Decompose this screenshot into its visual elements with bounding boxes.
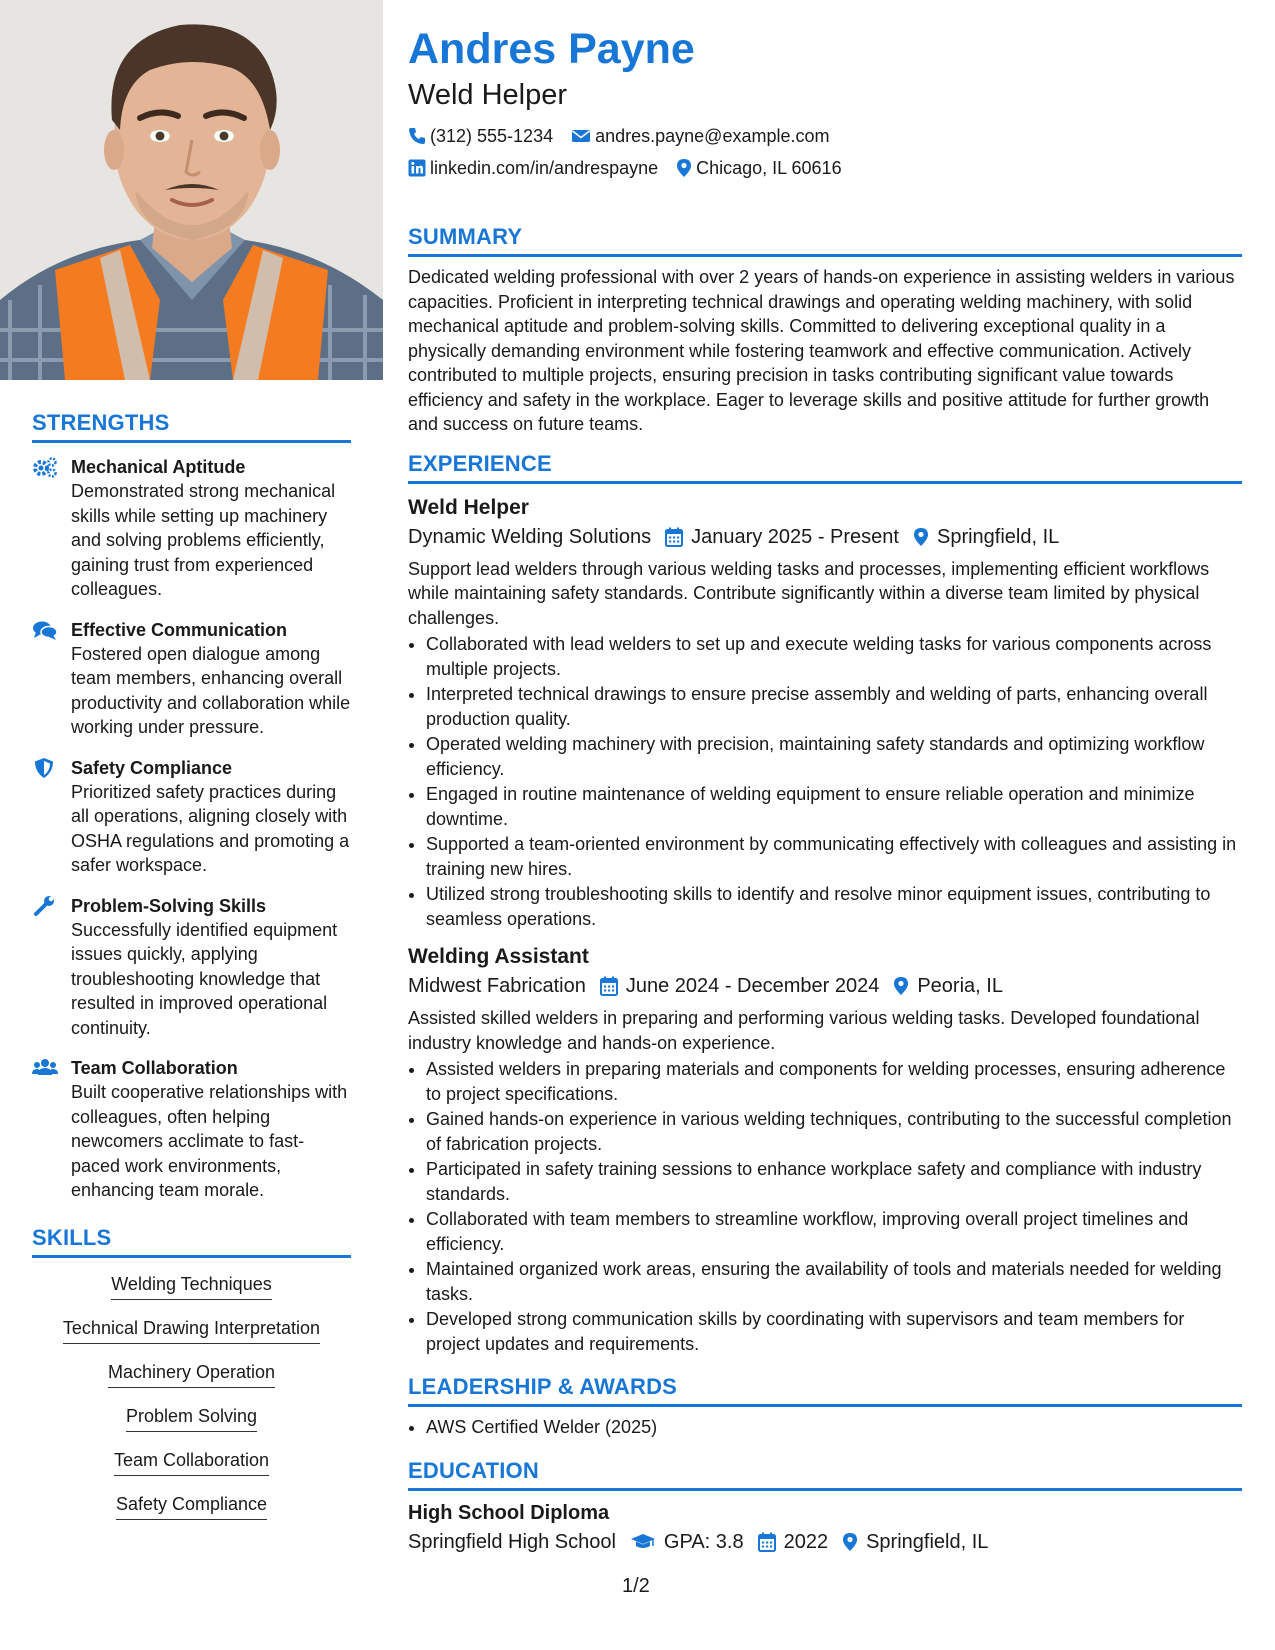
cogs-icon <box>32 456 58 478</box>
job-meta <box>408 971 1242 1001</box>
education-section <box>408 1458 1242 1557</box>
strength-name: Mechanical Aptitude <box>71 457 246 477</box>
summary-section <box>408 224 1242 437</box>
shield-icon <box>32 757 58 779</box>
strength-item <box>32 618 351 740</box>
right-column <box>408 20 1242 1557</box>
email-text: andres.payne@example.com <box>595 125 830 146</box>
job-location <box>913 522 1059 552</box>
map-pin-icon <box>893 976 909 996</box>
calendar-icon <box>665 527 683 547</box>
strength-item <box>32 894 351 1041</box>
strength-name: Problem-Solving Skills <box>71 895 267 916</box>
strength-name: Effective Communication <box>71 619 288 640</box>
education-meta <box>408 1527 1242 1557</box>
skill-tag: Welding Techniques <box>111 1272 271 1300</box>
list-item: • Participated in safety training sessions to enhance workplace safety and compliance with industry standards. <box>426 1157 1242 1206</box>
strength-name: Team Collaboration <box>71 1058 238 1078</box>
list-item: • Interpreted technical drawings to ensure precise assembly and welding of parts, enhancing overall production quality. <box>426 682 1242 731</box>
awards-section <box>408 1374 1242 1440</box>
job-location-text: Springfield, IL <box>936 525 1060 548</box>
list-item: • Collaborated with lead welders to set up and execute welding tasks for various components across multiple projects. <box>426 632 1242 681</box>
job-entry <box>408 494 1242 932</box>
job-company: Dynamic Welding Solutions <box>408 525 652 548</box>
list-item: • Gained hands-on experience in various welding techniques, contributing to the successful completion of fabrication projects. <box>426 1107 1242 1156</box>
job-dates <box>665 522 899 552</box>
email-contact[interactable] <box>571 126 829 147</box>
degree-title: High School Diploma <box>408 1501 610 1524</box>
profile-photo <box>0 0 383 380</box>
job-description: Support lead welders through various welding tasks and processes, implementing efficient workflows while maintaining safety standards. Contribute significantly within a diverse team limited by physical challenges. <box>408 558 1210 628</box>
strength-item <box>32 455 351 602</box>
strength-description: Successfully identified equipment issues quickly, applying troubleshooting knowledge that resulted in improved operational continuity. <box>71 919 338 1038</box>
job-meta <box>408 522 1242 552</box>
portrait-illustration <box>0 0 383 380</box>
education-heading: EDUCATION <box>408 1458 1242 1491</box>
school-location-text: Springfield, IL <box>866 1530 989 1553</box>
job-company: Midwest Fabrication <box>408 975 586 997</box>
chat-icon <box>32 619 58 641</box>
page-number: 1/2 <box>622 1575 650 1597</box>
graduation-year <box>758 1527 829 1557</box>
location-contact <box>676 158 841 179</box>
list-item: • Utilized strong troubleshooting skills to identify and resolve minor equipment issues, contributing to seamless operations. <box>426 882 1242 931</box>
job-dates-text: June 2024 - December 2024 <box>625 975 880 997</box>
phone-contact[interactable] <box>408 126 553 147</box>
job-location <box>893 971 1003 1001</box>
year-text: 2022 <box>783 1530 829 1553</box>
experience-heading: EXPERIENCE <box>408 451 1242 484</box>
skill-tag: Machinery Operation <box>108 1360 275 1388</box>
skills-heading: SKILLS <box>32 1225 351 1258</box>
contact-info <box>408 120 1242 184</box>
wrench-icon <box>32 895 58 917</box>
skill-tag: Technical Drawing Interpretation <box>63 1316 320 1344</box>
list-item: • Maintained organized work areas, ensuring the availability of tools and materials needed for welding tasks. <box>426 1257 1242 1306</box>
users-icon <box>32 1057 58 1079</box>
summary-heading: SUMMARY <box>408 224 1242 257</box>
strength-item <box>32 1056 351 1203</box>
strength-description: Prioritized safety practices during all operations, aligning closely with OSHA regulations and promoting a safer workspace. <box>71 781 350 875</box>
graduation-cap-icon <box>630 1532 656 1552</box>
strengths-list <box>32 455 351 1203</box>
list-item: • Engaged in routine maintenance of welding equipment to ensure reliable operation and minimize downtime. <box>426 782 1242 831</box>
experience-section <box>408 451 1242 1357</box>
candidate-name: Andres Payne <box>408 25 695 73</box>
job-location-text: Peoria, IL <box>917 975 1003 997</box>
list-item: • AWS Certified Welder (2025) <box>426 1415 1242 1440</box>
job-entry <box>408 943 1242 1356</box>
map-pin-icon <box>842 1532 858 1552</box>
job-description: Assisted skilled welders in preparing and performing various welding tasks. Developed foundational industry knowledge and hands-on experience. <box>408 1008 1200 1053</box>
phone-icon <box>408 127 426 145</box>
skill-tag: Safety Compliance <box>116 1492 267 1520</box>
strengths-heading: STRENGTHS <box>32 410 351 443</box>
strength-description: Fostered open dialogue among team members, enhancing overall productivity and collaboration while working under pressure. <box>71 643 351 737</box>
gpa <box>630 1527 744 1557</box>
candidate-role: Weld Helper <box>408 79 568 111</box>
awards-heading: LEADERSHIP & AWARDS <box>408 1374 1242 1407</box>
school-name: Springfield High School <box>408 1530 616 1553</box>
list-item: • Assisted welders in preparing materials and components for welding processes, ensuring adherence to project specifications. <box>426 1057 1242 1106</box>
job-bullets <box>408 1057 1242 1356</box>
envelope-icon <box>571 128 591 144</box>
list-item: • Operated welding machinery with precision, maintaining safety standards and optimizing workflow efficiency. <box>426 732 1242 781</box>
job-title: Weld Helper <box>408 495 529 519</box>
calendar-icon <box>600 976 618 996</box>
gpa-text: GPA: 3.8 <box>663 1530 744 1553</box>
list-item: • Collaborated with team members to streamline workflow, improving overall project timelines and efficiency. <box>426 1207 1242 1256</box>
left-column <box>0 0 383 1650</box>
strength-item <box>32 756 351 878</box>
awards-list <box>408 1415 1242 1440</box>
linkedin-text: linkedin.com/in/andrespayne <box>430 157 659 178</box>
left-content <box>32 410 351 1536</box>
calendar-icon <box>758 1532 776 1552</box>
job-dates-text: January 2025 - Present <box>691 525 899 548</box>
location-text: Chicago, IL 60616 <box>696 157 842 178</box>
skill-tag: Problem Solving <box>126 1404 257 1432</box>
map-pin-icon <box>913 527 929 547</box>
strength-description: Demonstrated strong mechanical skills while setting up machinery and solving problems efficiently, gaining trust from experienced colleagues. <box>71 481 336 599</box>
phone-text: (312) 555-1234 <box>430 125 554 146</box>
job-title: Welding Assistant <box>408 945 589 968</box>
list-item: • Developed strong communication skills by coordinating with supervisors and team members for project updates and requirements. <box>426 1307 1242 1356</box>
list-item: • Supported a team-oriented environment by communicating effectively with colleagues and assisting in training new hires. <box>426 832 1242 881</box>
strength-name: Safety Compliance <box>71 757 233 778</box>
school-location <box>842 1527 988 1557</box>
skills-list <box>32 1272 351 1536</box>
skill-tag: Team Collaboration <box>114 1448 269 1476</box>
job-dates <box>600 971 880 1001</box>
map-pin-icon <box>676 158 692 178</box>
job-bullets <box>408 632 1242 931</box>
linkedin-contact[interactable] <box>408 158 658 179</box>
linkedin-icon <box>408 159 426 177</box>
summary-text: Dedicated welding professional with over 2 years of hands-on experience in assisting welders in various capacities. Proficient in interpreting technical drawings and operating welding machinery, with solid mechanical aptitude and problem-solving skills. Committed to delivering exceptional quality in a physically demanding environment while fostering teamwork and effective communication. Actively contributed to multiple projects, ensuring precision in tasks contributing significant value towards efficiency and safety in the workplace. Eager to leverage skills and positive attitude for further growth and success on future teams. <box>408 267 1235 434</box>
strength-description: Built cooperative relationships with colleagues, often helping newcomers acclimate to fast-paced work environments, enhancing team morale. <box>71 1082 348 1200</box>
